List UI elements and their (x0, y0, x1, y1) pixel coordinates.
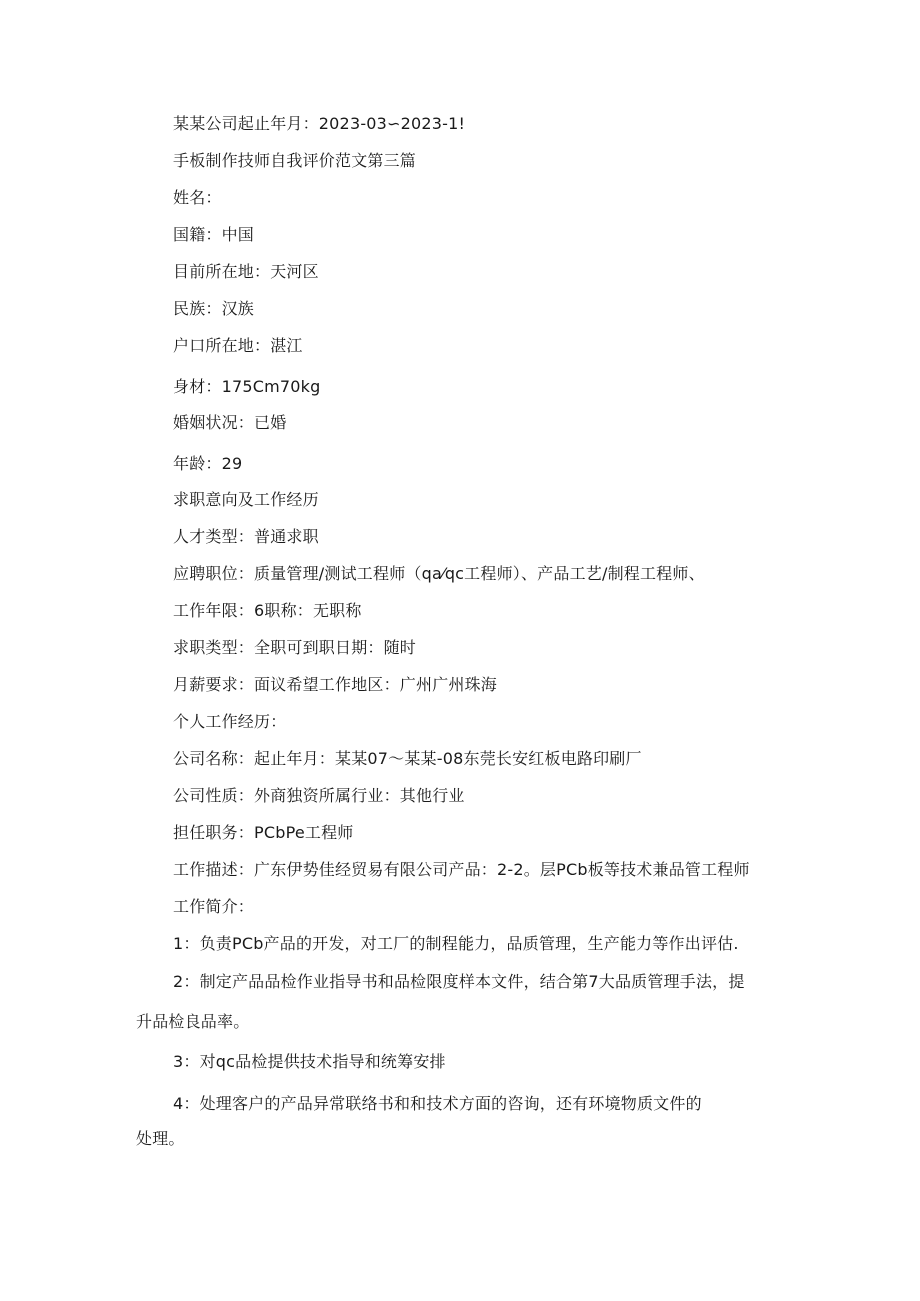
text-line: 2：制定产品品检作业指导书和品检限度样本文件，结合第7大品质管理手法，提 (173, 972, 745, 991)
text-line: 工作年限：6职称：无职称 (173, 601, 362, 620)
text-line: 月薪要求：面议希望工作地区：广州广州珠海 (173, 675, 498, 694)
text-line: 工作简介： (173, 897, 255, 916)
text-line: 户口所在地：湛江 (173, 336, 303, 355)
text-line: 应聘职位：质量管理/测试工程师（qa⁄qc工程师）、产品工艺/制程工程师、 (173, 564, 705, 583)
text-line: 个人工作经历： (173, 712, 287, 731)
text-line: 公司性质：外商独资所属行业：其他行业 (173, 786, 465, 805)
text-line: 工作描述：广东伊势佳经贸易有限公司产品：2-2。层PCb板等技术兼品管工程师 (173, 860, 750, 879)
text-line: 求职意向及工作经历 (173, 490, 319, 509)
text-line: 姓名： (173, 188, 222, 207)
text-line: 人才类型：普通求职 (173, 527, 319, 546)
text-line: 公司名称：起止年月：某某07～某某-08东莞长安红板电路印刷厂 (173, 749, 642, 768)
text-line: 4：处理客户的产品异常联络书和和技术方面的咨询，还有环境物质文件的 (173, 1094, 702, 1113)
text-line: 国籍：中国 (173, 225, 255, 244)
text-line: 求职类型：全职可到职日期：随时 (173, 638, 417, 657)
text-line: 升品检良品率。 (136, 1012, 250, 1031)
text-line: 3：对qc品检提供技术指导和统筹安排 (173, 1052, 446, 1071)
text-line: 担任职务：PCbPe工程师 (173, 823, 354, 842)
text-line: 手板制作技师自我评价范文第三篇 (173, 151, 417, 170)
text-line: 年龄：29 (173, 454, 243, 473)
text-line: 身材：175Cm70kg (173, 377, 321, 396)
text-line: 1：负责PCb产品的开发，对工厂的制程能力，品质管理，生产能力等作出评估. (173, 934, 739, 953)
text-line: 处理。 (136, 1129, 185, 1148)
text-line: 某某公司起止年月：2023-03∽2023-1! (173, 114, 466, 133)
text-line: 民族：汉族 (173, 299, 255, 318)
text-line: 目前所在地：天河区 (173, 262, 319, 281)
text-line: 婚姻状况：已婚 (173, 413, 287, 432)
